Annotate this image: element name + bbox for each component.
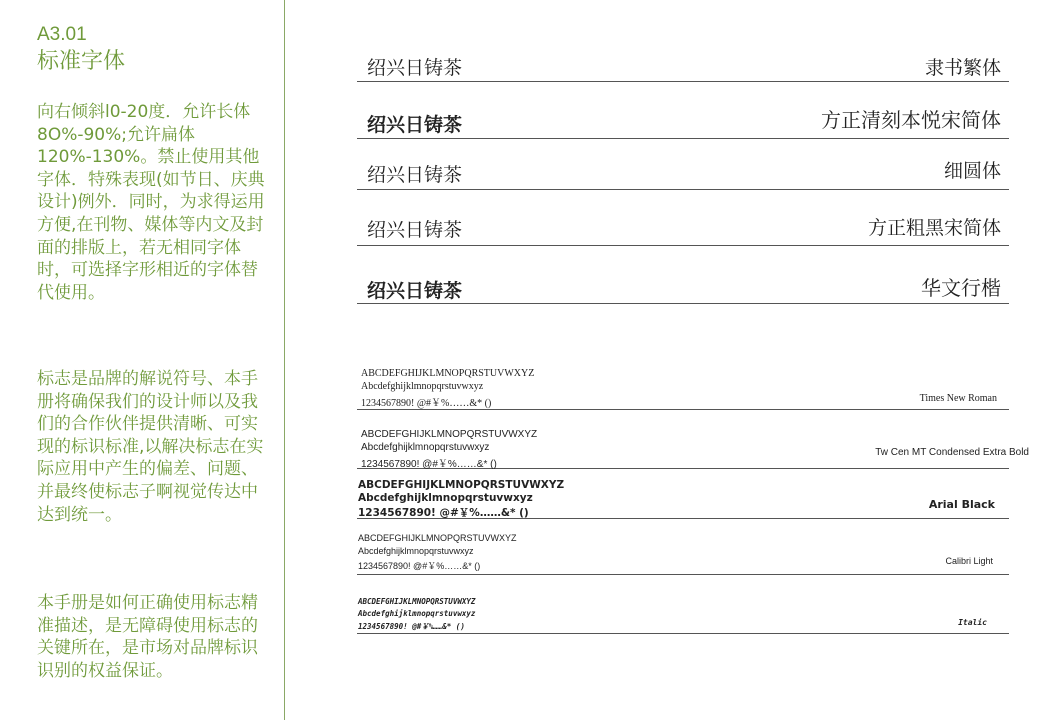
latin-font-name: Italic [958, 618, 987, 627]
lowercase-sample: Abcdefghijklmnopqrstuvwxyz [358, 609, 476, 618]
chinese-font-name: 方正清刻本悦宋简体 [821, 108, 1001, 132]
chinese-font-name: 方正粗黑宋简体 [867, 217, 1001, 239]
chinese-sample-text: 绍兴日铸茶 [367, 114, 463, 136]
latin-font-row [357, 530, 1009, 575]
chinese-font-name: 隶书繁体 [924, 57, 1001, 79]
chinese-sample-text: 绍兴日铸茶 [367, 57, 463, 79]
lowercase-sample: Abcdefghijklmnopqrstuvwxyz [358, 492, 533, 504]
latin-font-name: Calibri Light [945, 556, 993, 566]
chinese-font-name: 华文行楷 [921, 276, 1001, 300]
latin-font-row [357, 478, 1009, 519]
lowercase-sample: Abcdefghijklmnopqrstuvwxyz [361, 442, 490, 453]
lowercase-sample: Abcdefghijklmnopqrstuvwxyz [358, 546, 474, 556]
lowercase-sample: Abcdefghijklmnopqrstuvwxyz [361, 381, 484, 392]
chinese-sample-text: 绍兴日铸茶 [367, 164, 463, 186]
uppercase-sample: ABCDEFGHIJKLMNOPQRSTUVWXYZ [358, 479, 565, 491]
digits-sample: 1234567890! @#￥%……&* () [358, 507, 529, 519]
chinese-font-row [357, 50, 1009, 82]
paragraph-font-rules: 向右倾斜l0-20度．允许长体8O%-90%;允许扁体120%-130%。禁止使用其他字体．特殊表现(如节日、庆典设计)例外．同时，为求得运用方便,在刊物、媒体等内文及封面的排版上，若无相同字体时，可选择字形相近的字体替代使用。 [37, 102, 265, 303]
uppercase-sample: ABCDEFGHIJKLMNOPQRSTUVWXYZ [361, 368, 535, 379]
digits-sample: 1234567890! @#￥%……&* () [361, 459, 497, 470]
sidebar-header [37, 24, 269, 76]
digits-sample: 1234567890! @#￥%……&* () [358, 561, 481, 571]
chinese-font-name: 细圆体 [943, 160, 1001, 182]
digits-sample: 1234567890! @#￥%……&* () [358, 622, 465, 631]
paragraph-manual-purpose: 本手册是如何正确使用标志精准描述，是无障碍使用标志的关键所在，是市场对品牌标识识别的权益保证。 [37, 593, 258, 681]
chinese-sample-text: 绍兴日铸茶 [367, 280, 463, 302]
section-title: 标准字体 [37, 49, 126, 74]
paragraph-logo-purpose: 标志是品牌的解说符号、本手册将确保我们的设计师以及我们的合作伙伴提供清晰、可实现的标识标准,以解决标志在实际应用中产生的偏差、问题、并最终使标志子啊视觉传达中达到统一。 [37, 369, 264, 525]
latin-font-row [357, 596, 1009, 634]
chinese-font-row [357, 104, 1009, 139]
uppercase-sample: ABCDEFGHIJKLMNOPQRSTUVWXYZ [358, 533, 517, 543]
chinese-font-row [357, 155, 1009, 190]
uppercase-sample: ABCDEFGHIJKLMNOPQRSTUVWXYZ [361, 429, 538, 440]
chinese-font-row [357, 270, 1009, 304]
uppercase-sample: ABCDEFGHIJKLMNOPQRSTUVWXYZ [358, 597, 476, 606]
latin-font-name: Arial Black [928, 498, 995, 511]
chinese-sample-text: 绍兴日铸茶 [367, 219, 463, 241]
latin-font-name: Tw Cen MT Condensed Extra Bold [875, 447, 1029, 458]
latin-font-name: Times New Roman [919, 393, 997, 404]
latin-font-row [357, 427, 1029, 470]
section-code: A3.01 [37, 24, 87, 45]
digits-sample: 1234567890! @#￥%……&* () [361, 398, 492, 409]
chinese-font-row [357, 210, 1009, 246]
latin-font-row [357, 366, 1009, 410]
vertical-divider [284, 0, 285, 720]
